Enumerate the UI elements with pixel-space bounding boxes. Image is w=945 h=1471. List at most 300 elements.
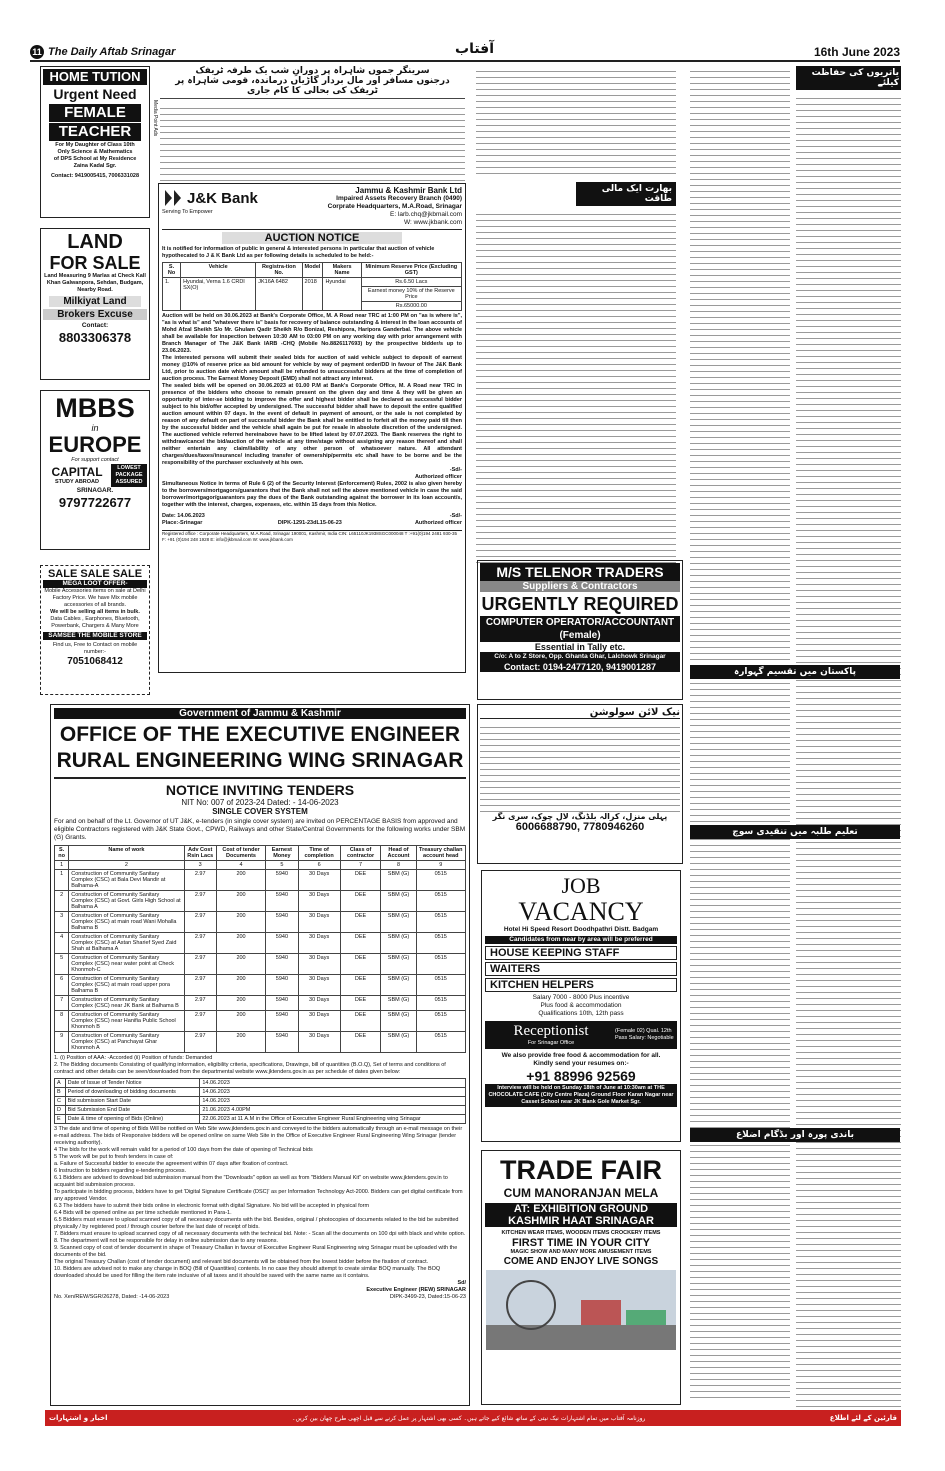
table-cell: 0515 (416, 975, 466, 996)
table-cell: Construction of Community Sanitary Complex (CSC) at main road upper pora Balhama B (69, 975, 184, 996)
ad-contact: Contact: 0194-2477120, 9419001287 (480, 662, 680, 672)
tender-system: SINGLE COVER SYSTEM (212, 807, 308, 816)
table-cell: 200 (216, 1011, 265, 1032)
nekline-ad (477, 704, 683, 864)
article-heading: بھارت ایک مالی طاقت (576, 182, 676, 206)
signatory: Authorized officer (414, 520, 462, 526)
footer-left: قارئین کے لئے اطلاع (829, 1414, 897, 1422)
ad-title: FOR SALE (49, 253, 141, 273)
ad-subtitle: in (91, 423, 99, 433)
ad-detail: KITCHEN WEAR ITEMS, WOODEN ITEMS CROCKERY ITEMS (501, 1230, 661, 1236)
table-header: S. No (163, 263, 181, 278)
table-cell: DEE (340, 996, 381, 1011)
tender-intro: For and on behalf of the Lt. Governor of UT J&K, e-tenders (in single cover system) are invited on PERCENTAGE BASIS from approved and eligible Contractors registered with J&K State Govt., CPWD, Railways and other State/Central Governments for the following works under SBM (G) Grants. (54, 818, 466, 841)
table-cell: 9 (55, 1032, 69, 1053)
table-row: 1. Hyundai, Verna 1.6 CRDI SX(O) JK16A 6482 2018 Hyundai Rs.6.50 Lacs (163, 278, 462, 287)
article-text (160, 103, 465, 185)
tender-title-1: OFFICE OF THE EXECUTIVE ENGINEER (59, 723, 461, 746)
table-cell: 5940 (266, 954, 298, 975)
trade-fair-ad (481, 1150, 681, 1405)
job-item: WAITERS (485, 962, 677, 976)
tender-term: 9. Scanned copy of cost of tender document in shape of Treasury Challan in favour of Executive Engineer Rural Engineering wing Srinagar must be uploaded with the documents of the bid. (54, 1245, 458, 1258)
ad-title: SALE SALE SALE (47, 568, 143, 580)
table-row (55, 1032, 466, 1053)
table-cell: SBM (G) (381, 870, 416, 891)
table-row (55, 891, 466, 912)
schedule-cell: Bid submission Start Date (65, 1097, 200, 1106)
table-cell: 2.97 (184, 975, 216, 996)
table-cell: Construction of Community Sanitary Complex (CSC) at Govt. Girls High School at Balhama A (69, 891, 184, 912)
schedule-cell: B (55, 1088, 66, 1097)
ad-address: C/o: A to Z Store, Opp. Ghanta Ghar, Lalchowk Srinagar (480, 652, 680, 662)
table-cell: 2.97 (184, 912, 216, 933)
ad-brand: CAPITAL (51, 465, 103, 479)
tender-ref: No. Xen/REW/SGR/26278, Dated: -14-06-2023 (54, 1294, 170, 1300)
ad-contact: Contact: 9419005415, 7006331028 (50, 173, 140, 179)
dipk-number: DIPK-1291-23dL15-06-23 (277, 520, 342, 526)
ad-subtitle: Urgent Need (53, 86, 137, 102)
table-cell: 2.97 (184, 933, 216, 954)
table-cell: 5940 (266, 1032, 298, 1053)
table-header: Name of work (69, 846, 184, 861)
ad-phone: 7051068412 (67, 656, 123, 667)
table-row (55, 996, 466, 1011)
signature: -Sd/- (449, 513, 462, 519)
table-cell: SBM (G) (381, 996, 416, 1011)
ad-note: Candidates from near by area will be preferred (485, 936, 677, 944)
signature: -Sd/- (449, 467, 462, 473)
ad-title: MBBS (55, 393, 135, 423)
ad-address: پہلی منزل، کرالہ بلڈنگ، لال چوک، سری نگر (492, 812, 668, 821)
tender-term: 6.3 The bidders have to submit their bids online in electronic format with digital Signature. No bid will be accepted in physical form (54, 1203, 370, 1209)
ad-detail: MAGIC SHOW AND MANY MORE AMUSEMENT ITEMS (510, 1249, 652, 1255)
tender-heading: NOTICE INVITING TENDERS (165, 782, 355, 798)
jk-unit: Impaired Assets Recovery Branch (0490) (336, 195, 462, 202)
ad-role-1: FEMALE (49, 104, 141, 122)
notice-date: Date: 14.06.2023 (162, 513, 205, 519)
ad-store: SAMSEE THE MOBILE STORE (43, 632, 147, 640)
ad-contact: Contact: (81, 322, 109, 329)
ad-role-2: TEACHER (49, 123, 141, 141)
urdu-article-column (476, 182, 676, 554)
urdu-article-column (690, 66, 790, 1401)
table-cell: 30 Days (298, 870, 340, 891)
jk-email: E: larb.chq@jkbmail.com (390, 211, 462, 218)
table-cell: SBM (G) (381, 912, 416, 933)
tender-note: 1. (i) Position of AAA: -Accorded (ii) Position of funds: Demanded (54, 1055, 213, 1061)
ad-venue: AT: EXHIBITION GROUND (485, 1203, 677, 1215)
article-heading: تعلیم طلبہ میں تنقیدی سوچ (690, 825, 900, 839)
table-cell: 2.97 (184, 891, 216, 912)
ad-detail: We will be selling all items in bulk. (50, 609, 140, 615)
table-cell: SBM (G) (381, 1011, 416, 1032)
ad-detail: Zaina Kadal Sgr. (73, 163, 117, 169)
table-cell: 200 (216, 1032, 265, 1053)
auction-table (162, 262, 462, 311)
auction-body: The interested persons will submit their sealed bids for auction of said vehicle subject to deposit of earnest money @10% of reserve price as bid amount for vehicle by way of payment order/DD in favour of The J&K Bank Ltd, prior to auction date which amount shall be refunded to unsuccessful bidders at the time of completion of auction process. The Earnest Money Deposit (EMD) shall not attract any interest. (162, 355, 462, 382)
ad-title: نیک لائن سولوشن (480, 707, 680, 719)
ad-detail: For My Daughter of Class 10th (55, 142, 135, 148)
tender-term: 4 The bids for the work will remain valid for a period of 100 days from the date of opening of Technical bids (54, 1147, 313, 1153)
table-cell: 30 Days (298, 912, 340, 933)
job-vacancy-ad (481, 870, 681, 1142)
table-cell: 0515 (416, 912, 466, 933)
table-cell: Construction of Community Sanitary Complex (CSC) at main road Wani Mohalla Balhama B (69, 912, 184, 933)
table-cell: 200 (216, 870, 265, 891)
ad-detail: of DPS School at My Residence (53, 156, 137, 162)
ad-title: EUROPE (48, 432, 142, 457)
table-cell: Construction of Community Sanitary Complex (CSC) at Astan Sharief Syed Zaid Shah at Balhama A (69, 933, 184, 954)
table-cell: DEE (340, 954, 381, 975)
article-text (476, 66, 676, 178)
ad-venue: KASHMIR HAAT SRINAGAR (485, 1215, 677, 1227)
table-cell: 5940 (266, 912, 298, 933)
tender-number: NIT No: 007 of 2023-24 Dated: - 14-06-2023 (181, 798, 339, 807)
column-number: 1 (55, 861, 69, 870)
schedule-cell: Bid Submission End Date (65, 1106, 200, 1115)
table-cell: 0515 (416, 891, 466, 912)
jk-footer: Registered office : Corporate Headquarters, M.A.Road, Srinagar 190001, Kashmir, India CIN: L65110JK1938SGC000048 T :+91(0)194 2481 930-35 F: +91 (0)194 248 1928 E: info@jkbmail.com W: www.jkbank.com (162, 530, 462, 543)
table-cell: 30 Days (298, 891, 340, 912)
table-cell: Construction of Community Sanitary Complex (CSC) near Hanifia Public School Khonmoh B (69, 1011, 184, 1032)
tender-terms (54, 1126, 466, 1280)
table-cell: DEE (340, 1032, 381, 1053)
ad-brand-sub: STUDY ABROAD (54, 479, 99, 485)
job-item: HOUSE KEEPING STAFF (485, 946, 677, 960)
ad-title: VACANCY (518, 897, 644, 926)
column-number: 5 (266, 861, 298, 870)
ad-detail: FIRST TIME IN YOUR CITY (512, 1237, 650, 1249)
tender-gov: Government of Jammu & Kashmir (54, 708, 466, 719)
schedule-cell: 14.06.2023 (200, 1097, 466, 1106)
article-text (476, 209, 676, 563)
ad-detail: COME AND ENJOY LIVE SONGS (503, 1256, 659, 1267)
table-header: Head of Account (381, 846, 416, 861)
table-cell: Construction of Community Sanitary Complex (CSC) at Bala Devi Mandir at Balhama-A (69, 870, 184, 891)
ad-title: JOB (561, 873, 601, 898)
emd-value: Rs.65000.00 (361, 302, 461, 311)
mbbs-europe-ad (40, 390, 150, 550)
tender-term: The original Treasury Challan (cost of tender document) and relevant bid documents will be obtained from the lowest bidder before the fixation of contract. (54, 1259, 429, 1265)
table-cell: Construction of Community Sanitary Complex (CSC) near water point at Check Khonmoh-C (69, 954, 184, 975)
schedule-cell: 21.06.2023 4.00PM (200, 1106, 466, 1115)
table-header: Minimum Reserve Price (Excluding GST) (361, 263, 461, 278)
land-sale-ad (40, 228, 150, 380)
schedule-table (54, 1078, 466, 1124)
table-cell: 2.97 (184, 1011, 216, 1032)
jk-website: W: www.jkbank.com (403, 219, 462, 226)
table-cell: SBM (G) (381, 891, 416, 912)
table-cell: SBM (G) (381, 975, 416, 996)
schedule-cell: D (55, 1106, 66, 1115)
schedule-row (55, 1088, 466, 1097)
table-row (55, 975, 466, 996)
tender-title-2: RURAL ENGINEERING WING SRINAGAR (54, 748, 466, 779)
ad-subtitle: Suppliers & Contractors (480, 581, 680, 592)
table-header: Makers Name (323, 263, 361, 278)
tender-term: 8. The department will not be responsible for delay in online submission due to any reasons. (54, 1238, 279, 1244)
table-row (55, 912, 466, 933)
table-cell: 6 (55, 975, 69, 996)
headline-main: درجنوں مسافر اور مال بردار گاڑیاں درماندہ، قومی شاہراہ پر ٹریفک کی بحالی کا کام جاری (160, 76, 465, 99)
schedule-cell: Date of Issue of Tender Notice (65, 1079, 200, 1088)
article-heading: باندی پورہ اور بڈگام اضلاع (690, 1128, 900, 1142)
table-cell: 30 Days (298, 996, 340, 1011)
schedule-row (55, 1115, 466, 1124)
works-table (54, 845, 466, 1053)
schedule-cell: C (55, 1097, 66, 1106)
table-row (55, 870, 466, 891)
ad-employer: Hotel Hi Speed Resort Doodhpathri Distt. Badgam (503, 926, 659, 933)
receptionist: Receptionist (513, 1023, 589, 1039)
jk-tagline: Serving To Empower (162, 209, 213, 215)
ad-title: TRADE FAIR (500, 1155, 662, 1185)
tender-term: 6.5 Bidders must ensure to upload scanned copy of all necessary documents with the bid. Besides, original / photocopies of documents related to the bid be submitted physically / by registered post / through courier before the last date of receipt of bids. (54, 1217, 459, 1230)
table-cell: 200 (216, 933, 265, 954)
telenor-ad (477, 560, 683, 700)
ad-role: (Female) (480, 630, 680, 642)
schedule-row (55, 1106, 466, 1115)
table-cell: 30 Days (298, 933, 340, 954)
table-cell: 0515 (416, 996, 466, 1011)
ad-detail: Mobile Accessories items on sale at Delhi Factory Price. We have Mix mobile accessories of all brands. (44, 588, 146, 608)
tender-note: 2. The Bidding documents Consisting of qualifying information, eligibility criteria, specifications, Drawings, bill of quantities (B.O.Q), Set of terms and conditions of contract and other details can be seen/downloaded from the departmental website www.jktenders.gov.in as per schedule of dates given below: (54, 1062, 446, 1075)
ad-detail: For support contact (71, 457, 119, 463)
table-cell: 200 (216, 975, 265, 996)
table-header: Cost of tender Documents (216, 846, 265, 861)
column-number: 2 (69, 861, 184, 870)
table-cell: 0515 (416, 1032, 466, 1053)
home-tution-ad (40, 66, 150, 218)
table-cell: DEE (340, 1011, 381, 1032)
table-cell: 5 (55, 954, 69, 975)
column-number: 4 (216, 861, 265, 870)
ad-detail: Salary 7000 - 8000 Plus incentive (532, 994, 630, 1001)
table-header: Class of contractor (340, 846, 381, 861)
ad-detail: Data Cables , Earphones, Bluetooth, Powerbank, Chargers & Many More (50, 616, 140, 629)
table-cell: 2.97 (184, 870, 216, 891)
schedule-cell: Date & time of opening of Bids (Online) (65, 1115, 200, 1124)
table-cell: 30 Days (298, 1011, 340, 1032)
table-row (55, 1011, 466, 1032)
table-cell: 1 (55, 870, 69, 891)
ad-detail: Plus food & accommodation (540, 1002, 622, 1009)
table-cell: 200 (216, 996, 265, 1011)
ad-badge: LOWEST PACKAGE ASSURED (111, 464, 147, 487)
table-cell: 5940 (266, 1011, 298, 1032)
mobile-sale-ad (40, 565, 150, 695)
receptionist-office: For Srinagar Office (527, 1040, 575, 1046)
table-header: Registra-tion No. (256, 263, 302, 278)
table-cell: SBM (G) (381, 954, 416, 975)
ad-detail: Kindly send your resumes on:- (533, 1060, 629, 1067)
table-header: Treasury challan account head (416, 846, 466, 861)
emd-label: Earnest money 10% of the Reserve Price (361, 287, 461, 302)
auction-body: Auction will be held on 30.06.2023 at Bank's Corporate Office, M. A Road near TRC at 1:00 PM on "as is where is", "as is what is" and "whatever there is" basis for recovery of balance outstanding & interest in the loan accounts of Mohd Afzal Sheikh S/o Mr. Ghulam Qadir Sheikh R/o Bonizal, Reshipora, Haripora Ganderbal. The above vehicle shall be available for inspection between 10:30 AM to 03:00 PM on any working day with prior arrangement with Branch Manager of The J&K Bank IARB -CHQ (Mobile No.8826117693) by the prospective bidder/s up to 23.06.2023. (162, 313, 462, 354)
tender-term: 6.1 Bidders are advised to download bid submission manual from the "Downloads" option as well as from "Bidders Manual Kit" on website www.jktenders.gov.in to acquaint bid submission process. (54, 1175, 448, 1188)
table-cell: 5940 (266, 891, 298, 912)
column-number: 3 (184, 861, 216, 870)
schedule-row (55, 1097, 466, 1106)
schedule-cell: 22.06.2023 at 11 A.M in the Office of Executive Engineer Rural Engineering wing Srinagar (200, 1115, 466, 1124)
ad-phone: 6006688790, 7780946260 (515, 821, 645, 833)
table-cell: SBM (G) (381, 1032, 416, 1053)
table-cell: 30 Days (298, 975, 340, 996)
table-cell: 2.97 (184, 996, 216, 1011)
table-cell: 7 (55, 996, 69, 1011)
footer-notice: روزنامہ آفتاب میں تمام اشتہارات نیک نیتی کے ساتھ شائع کیے جاتے ہیں۔ کسی بھی اشتہار پر عمل کرنے سے قبل اچھی طرح چھان بین کریں۔ (291, 1414, 646, 1422)
table-cell: 2.97 (184, 954, 216, 975)
table-cell: 5940 (266, 996, 298, 1011)
signature: Sd/ (457, 1280, 466, 1286)
masthead (30, 41, 900, 62)
ad-text (480, 722, 680, 812)
table-cell: DEE (340, 870, 381, 891)
column-number: 8 (381, 861, 416, 870)
auction-body: The sealed bids will be opened on 30.06.2023 at 01.00 P.M at Bank's Corporate Office, M. A Road near TRC in presence of the bidders who choose to remain present on the given day and time & they will be given an opportunity of inter-se bidding to improve the offer and highest bidder shall be declared as successful bidder subject to his bid/offer accepted by undersigned. The successful bidder shall have to deposit the entire qualified auction amount within 07 days. In the event of default in payment of amount, or the sale is not completed by reason of any default on part of successful bidder the Bank shall be entitled to forfeit all the money paid till then by the successful bidder and the vehicle shall again be put for resale in absolute discretion of the undersigned. The auctioned vehicle referred hereinabove have to be lifted latest by 07.07.2023. The Bank reserves the right to withdraw/cancel the bid/auction of the vehicle at any time/stage without assigning any reason thereof and shall neither entertain any claim/liability of any other person of whatsoever nature. All attendant charges/dues/taxes/insurance/ including transfer of ownership/permits etc shall have to be borne and be the responsibility of the purchaser exclusively at his own. (162, 383, 462, 466)
urdu-article-column (796, 66, 901, 1401)
article-heading: یاتریوں کی حفاظت کیلئے (796, 66, 901, 90)
masthead-date: 16th June 2023 (813, 45, 900, 59)
column-number: 6 (298, 861, 340, 870)
article-text (690, 66, 790, 1401)
tender-notice (50, 704, 470, 1406)
ad-detail: Only Science & Mathematics (57, 149, 133, 155)
table-cell: 200 (216, 912, 265, 933)
table-cell: SBM (G) (381, 933, 416, 954)
table-cell: DEE (340, 891, 381, 912)
schedule-cell: E (55, 1115, 66, 1124)
table-cell: Construction of Community Sanitary Complex (CSC) at Panchayat Ghar Khonmoh A (69, 1032, 184, 1053)
ad-detail: Land Measuring 9 Marlas at Check Kall Khan Galwanpora, Sehdan, Budgam, Nearby Road. (44, 273, 146, 293)
notice-place: Place:-Srinagar (162, 520, 203, 526)
jk-bank-logo-text: J&K Bank (187, 189, 258, 207)
column-number: 9 (416, 861, 466, 870)
ad-phone: 9797722677 (58, 495, 132, 510)
side-credit: Media Point Ads (152, 100, 158, 137)
table-cell: 5940 (266, 870, 298, 891)
table-cell: 2 (55, 891, 69, 912)
tender-term: 10. Bidders are advised not to make any change in BOQ (Bill of Quantities) contents. In no case they should attempt to create similar BOQ manually. The BOQ downloaded should be used for filling the item rate inclusive of all taxes and it should be saved with the same name as it contains. (54, 1266, 441, 1279)
column-number: 7 (340, 861, 381, 870)
table-cell: 5940 (266, 975, 298, 996)
table-cell: DEE (340, 912, 381, 933)
ad-detail: Find us, Free to Contact on mobile number:- (52, 642, 138, 655)
job-item: KITCHEN HELPERS (485, 978, 677, 992)
ad-detail: Brokers Excuse (43, 309, 147, 320)
ad-headline: URGENTLY REQUIRED (481, 594, 679, 614)
jk-address: Corprate Headquarters, M.A.Road, Srinagar (327, 203, 462, 210)
table-header: Vehicle (181, 263, 256, 278)
table-cell: 3 (55, 912, 69, 933)
urdu-article-column (476, 66, 676, 178)
table-header: Model (302, 263, 323, 278)
schedule-cell: Period of downloading of bidding documents (65, 1088, 200, 1097)
tender-term: 3 The date and time of opening of Bids Will be notified on Web Site www.jktenders.gov.in and conveyed to the bidders automatically through an e-mail message on their e-mail address. The bids of Responsive bidders will be opened online on same Web Site in the Office of Executive Engineer Rural Engineering Wing Srinagar (tender receiving authority). (54, 1126, 463, 1146)
ad-detail: Essential in Tally etc. (534, 642, 626, 652)
tender-term: To participate in bidding process, bidders have to get 'Digital Signature Certificate (DSC)' as per Information Technology Act-2000. Bidders can get digital certificate from any approved Vendor. (54, 1189, 463, 1202)
table-cell: 0515 (416, 954, 466, 975)
signatory: Executive Engineer (REW) SRINAGAR (366, 1287, 466, 1293)
urdu-headline-block (160, 66, 465, 181)
ad-role: COMPUTER OPERATOR/ACCOUNTANT (480, 616, 680, 630)
table-cell: DEE (340, 975, 381, 996)
footer-strip (45, 1410, 901, 1426)
table-cell: 2.97 (184, 1032, 216, 1053)
ad-phone: 8803306378 (58, 330, 132, 345)
ad-title: M/S TELENOR TRADERS (480, 563, 680, 581)
auction-title: AUCTION NOTICE (222, 232, 402, 244)
article-heading: پاکستان میں تقسیم گہوارہ (690, 665, 900, 679)
page-number: 11 (30, 45, 44, 59)
table-cell: 30 Days (298, 1032, 340, 1053)
auction-body: Simultaneous Notice in terms of Rule 6 (2) of the Security Interest (Enforcement) Rules, 2002 is also given hereby to the borrowers/mortgagors/guarantors that the Bank shall not sell the above mentioned vehicle in case the said borrower/mortgagor/guarantors pay the dues of the Bank outstanding against the borrower in its loan account/s, together with the interest, charges, expenses, etc. within 15 days from this Notice. (162, 481, 462, 508)
table-header: Adv Cost Rsin Lacs (184, 846, 216, 861)
ad-title: LAND (67, 231, 123, 253)
jk-bank-logo (162, 187, 272, 209)
schedule-cell: 14.06.2023 (200, 1079, 466, 1088)
jk-bank-auction (158, 183, 466, 673)
tender-term: 7. Bidders must ensure to upload scanned copy of all necessary documents with the technical bid. Note: - Scan all the documents on 100 dpi with black and white option. (54, 1231, 466, 1237)
ad-phone: +91 88996 92569 (526, 1068, 636, 1084)
ad-detail: Qualifications 10th, 12th pass (538, 1010, 624, 1017)
table-row (55, 954, 466, 975)
paper-name: The Daily Aftab Srinagar (48, 46, 176, 58)
ad-detail: We also provide free food & accommodation for all. (501, 1052, 661, 1059)
footer-right: اخبار و اشتہارات (49, 1414, 108, 1422)
headline-kicker: سرینگر جموں شاہراہ پر دورانِ شب یک طرفہ ٹریفک (195, 66, 430, 76)
table-cell: 200 (216, 954, 265, 975)
tender-term: 6 Instruction to bidders regarding e-tendering process. (54, 1168, 187, 1174)
article-text (796, 93, 901, 1408)
table-cell: 5940 (266, 933, 298, 954)
schedule-cell: A (55, 1079, 66, 1088)
table-cell: 200 (216, 891, 265, 912)
receptionist-detail: (Female 02) Qual. 12th Pass Salary: Negotiable (615, 1028, 674, 1041)
ad-detail: Milkiyat Land (49, 296, 141, 307)
table-cell: 4 (55, 933, 69, 954)
auction-intro: It is notified for information of public in general & interested persons in particular that auction of vehicle hypothecated to J & K Bank Ltd as per following details is scheduled to be held:- (162, 246, 435, 259)
ad-subtitle: CUM MANORANJAN MELA (503, 1186, 659, 1200)
table-header: S. no (55, 846, 69, 861)
table-cell: 0515 (416, 933, 466, 954)
tender-term: 6.4 Bids will be opened online as per time schedule mentioned in Para-1. (54, 1210, 232, 1216)
table-cell: DEE (340, 933, 381, 954)
schedule-row (55, 1079, 466, 1088)
table-cell: 8 (55, 1011, 69, 1032)
tender-term: a. Failure of Successful bidder to execute the agreement within 07 days after fixation of contract. (54, 1161, 289, 1167)
table-cell: Construction of Community Sanitary Complex (CSC) near JK Bank at Balhama B (69, 996, 184, 1011)
fair-photo (486, 1270, 676, 1350)
table-header: Time of completion (298, 846, 340, 861)
schedule-cell: 14.06.2023 (200, 1088, 466, 1097)
table-cell: 30 Days (298, 954, 340, 975)
ad-title: HOME TUTION (43, 69, 147, 85)
jk-bank-logo-icon (162, 187, 184, 209)
ad-subtitle: MEGA LOOT OFFER- (43, 580, 147, 588)
masthead-logo: آفتاب (455, 41, 495, 57)
dipk-number: DIPK-3499-23, Dated:15-06-23 (389, 1294, 466, 1300)
ad-interview: Interview will be held on Sunday 18th of June at 10:30am at THE CHOCOLATE CAFE (City Centre Plaza) Ground Floor Karan Nagar near Casset School near JK Bank Gole Market Sgr. (485, 1084, 677, 1107)
table-header: Earnest Money (266, 846, 298, 861)
jk-name: Jammu & Kashmir Bank Ltd (355, 186, 462, 195)
tender-term: 5 The work will be put to fresh tenders in case of: (54, 1154, 174, 1160)
table-cell: 0515 (416, 870, 466, 891)
table-row (55, 933, 466, 954)
table-cell: 0515 (416, 1011, 466, 1032)
signatory: Authorized officer (414, 474, 462, 480)
ad-detail: SRINAGAR. (76, 487, 114, 494)
